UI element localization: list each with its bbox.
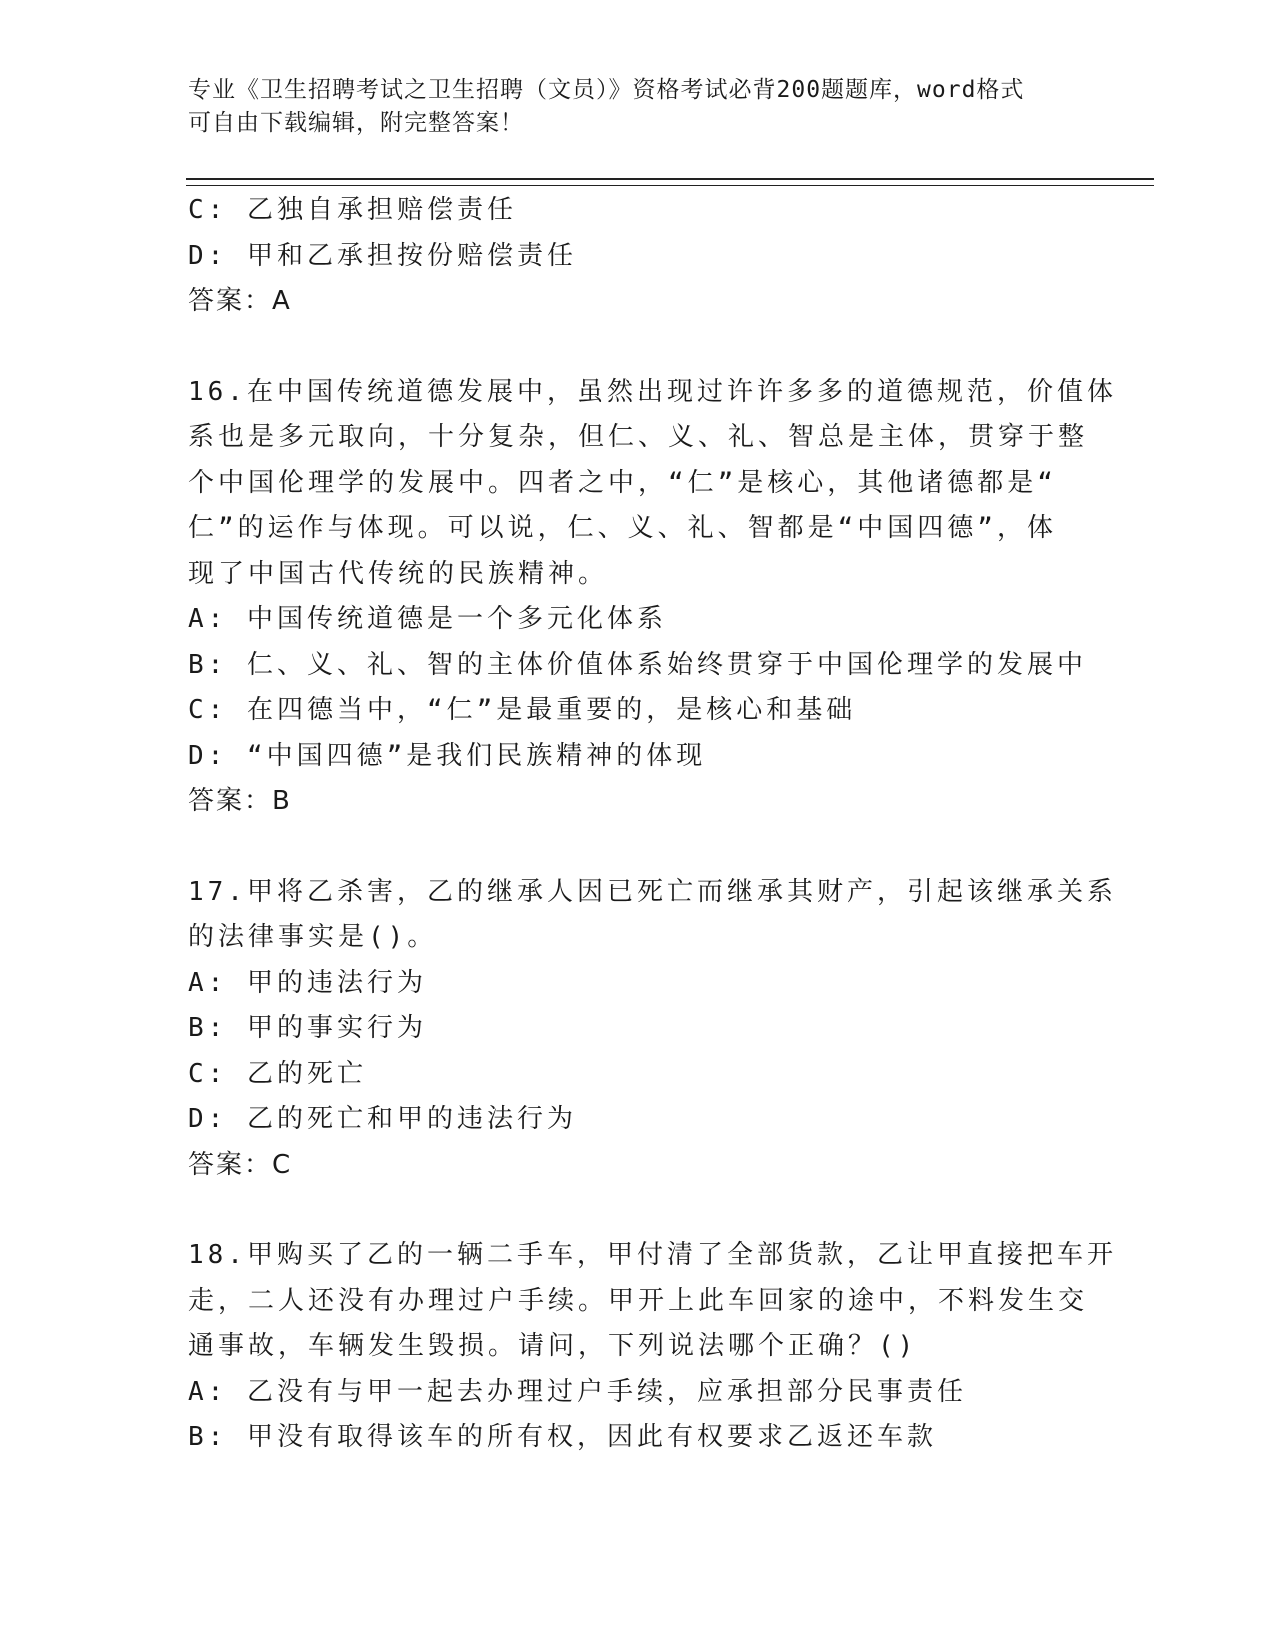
q18-option-b: B: 甲没有取得该车的所有权，因此有权要求乙返还车款 bbox=[188, 1422, 937, 1452]
q16-stem-line: 16.在中国传统道德发展中，虽然出现过许许多多的道德规范，价值体 bbox=[188, 376, 1117, 407]
question-15-tail bbox=[188, 188, 1088, 325]
question-content bbox=[188, 188, 1117, 1461]
q15-option-c: C: 乙独自承担赔偿责任 bbox=[188, 195, 517, 225]
document-header bbox=[188, 74, 1068, 140]
q15-option-d: D: 甲和乙承担按份赔偿责任 bbox=[188, 240, 577, 271]
q17-answer: 答案：C bbox=[188, 1149, 293, 1180]
q16-option-d: D: “中国四德”是我们民族精神的体现 bbox=[188, 740, 707, 771]
header-title-line-1: 专业《卫生招聘考试之卫生招聘（文员）》资格考试必背200题题库，word格式 bbox=[188, 77, 1025, 103]
spacer bbox=[188, 825, 1088, 870]
q16-option-b: B: 仁、义、礼、智的主体价值体系始终贯穿于中国伦理学的发展中 bbox=[188, 649, 1087, 680]
q17-option-a: A: 甲的违法行为 bbox=[188, 967, 427, 998]
q16-stem-line: 系也是多元取向，十分复杂，但仁、义、礼、智总是主体，贯穿于整 bbox=[188, 422, 1089, 452]
q18-stem-line: 18.甲购买了乙的一辆二手车，甲付清了全部货款，乙让甲直接把车开 bbox=[188, 1240, 1117, 1270]
q16-option-c: C: 在四德当中，“仁”是最重要的，是核心和基础 bbox=[188, 695, 857, 725]
question-16 bbox=[188, 370, 1117, 825]
spacer bbox=[188, 325, 1088, 370]
q17-option-c: C: 乙的死亡 bbox=[188, 1058, 367, 1089]
q16-answer: 答案：B bbox=[188, 786, 292, 816]
header-divider bbox=[186, 178, 1154, 186]
q16-stem-line: 个中国伦理学的发展中。四者之中，“仁”是核心，其他诸德都是“ bbox=[188, 467, 1057, 498]
q18-stem-line: 走，二人还没有办理过户手续。甲开上此车回家的途中，不料发生交 bbox=[188, 1285, 1089, 1316]
q16-stem-line: 仁”的运作与体现。可以说，仁、义、礼、智都是“中国四德”，体 bbox=[188, 513, 1057, 543]
question-17 bbox=[188, 870, 1117, 1189]
q17-option-d: D: 乙的死亡和甲的违法行为 bbox=[188, 1104, 577, 1134]
q16-stem-line: 现了中国古代传统的民族精神。 bbox=[188, 558, 609, 589]
q17-option-b: B: 甲的事实行为 bbox=[188, 1013, 427, 1043]
q18-stem-line: 通事故，车辆发生毁损。请问，下列说法哪个正确？() bbox=[188, 1331, 918, 1361]
q16-option-a: A: 中国传统道德是一个多元化体系 bbox=[188, 604, 667, 634]
q17-stem-line: 17.甲将乙杀害，乙的继承人因已死亡而继承其财产，引起该继承关系 bbox=[188, 876, 1117, 907]
spacer bbox=[188, 1188, 1088, 1233]
q15-answer: 答案：A bbox=[188, 286, 292, 316]
q17-stem-line: 的法律事实是()。 bbox=[188, 922, 438, 952]
header-title-line-2: 可自由下载编辑，附完整答案！ bbox=[188, 110, 524, 136]
question-18 bbox=[188, 1233, 1117, 1461]
q18-option-a: A: 乙没有与甲一起去办理过户手续，应承担部分民事责任 bbox=[188, 1376, 967, 1407]
